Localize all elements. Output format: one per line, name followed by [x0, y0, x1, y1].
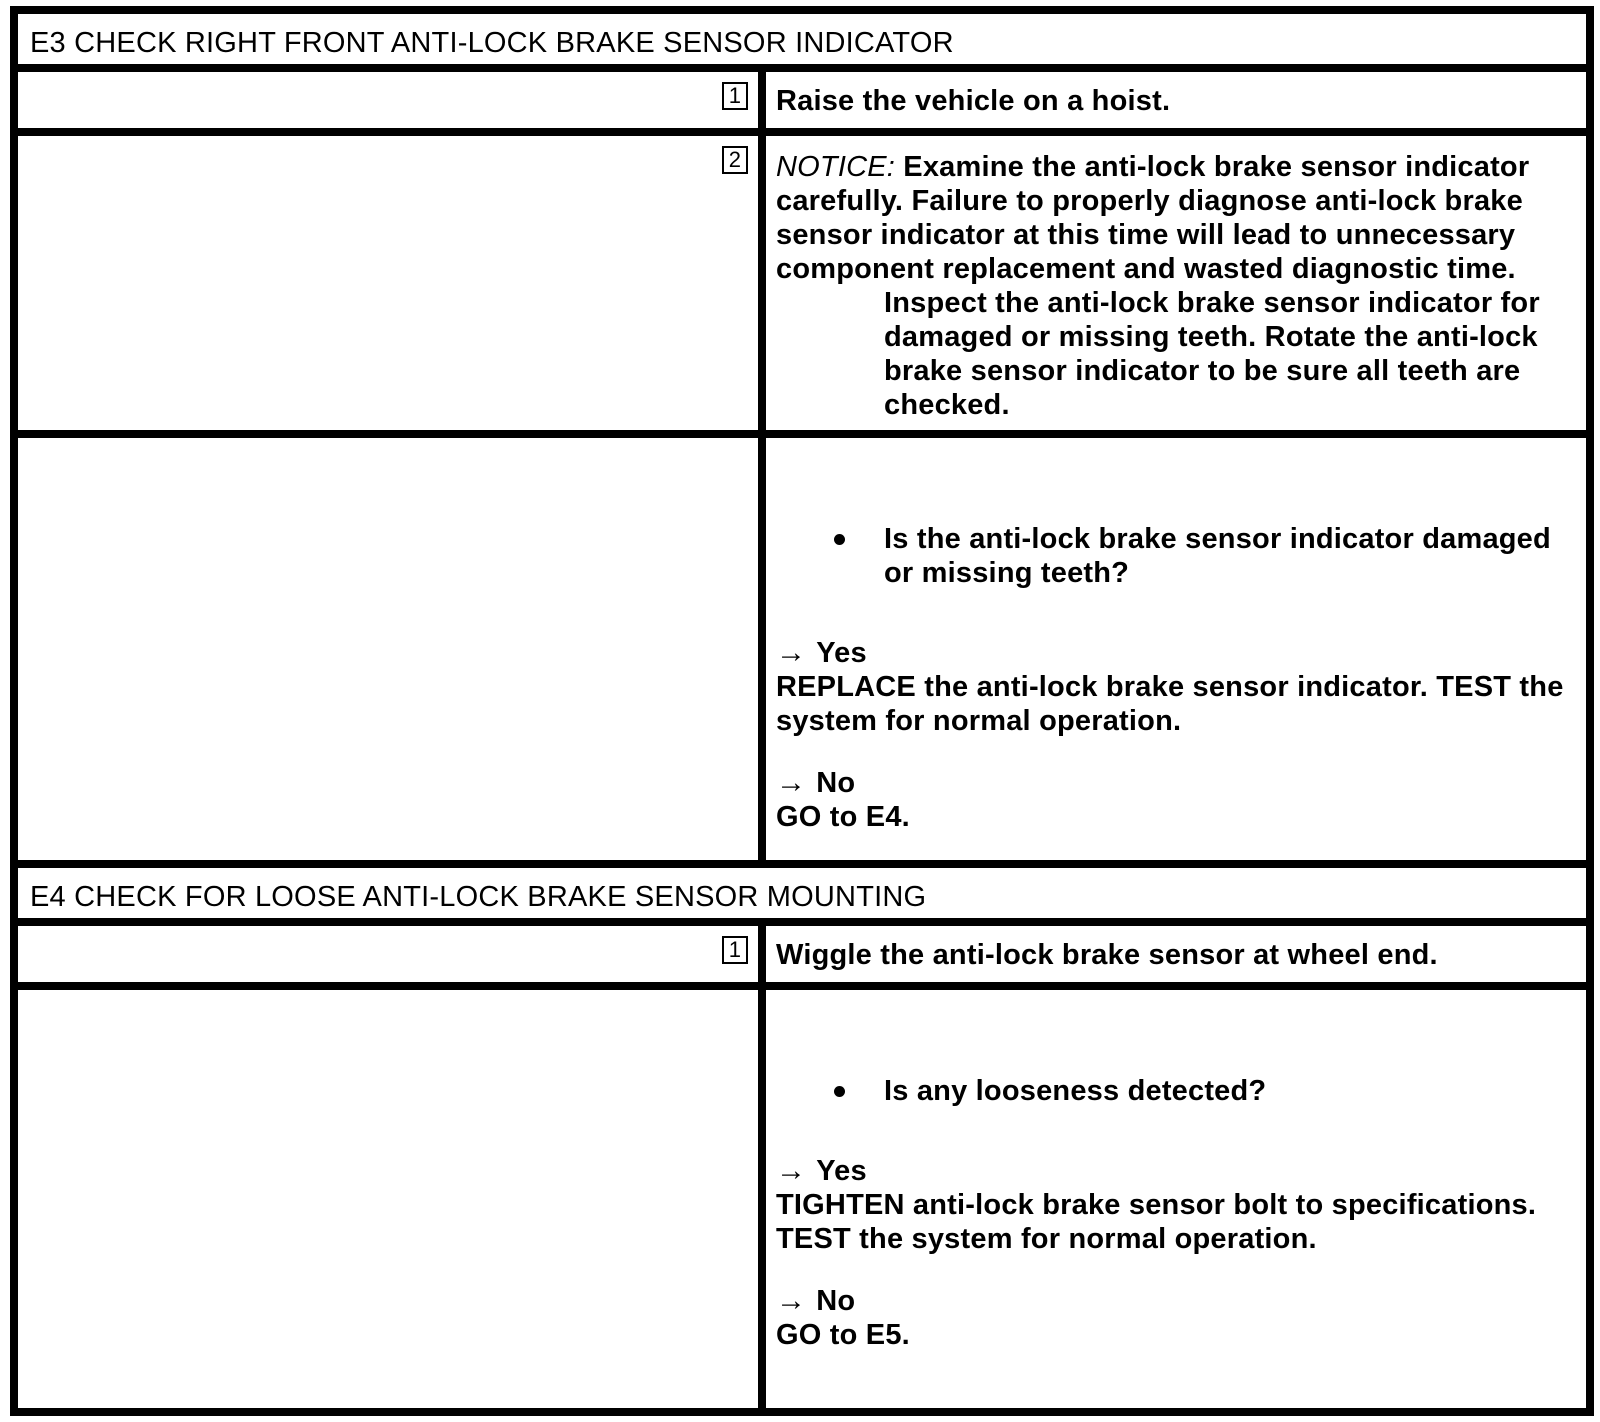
notice-text: Examine the anti-lock brake sensor indicator carefully. Failure to properly diagnose anti-lock brake sensor indicator at this time will lead to unnecessary component replacement and wasted diagnostic time.: [776, 151, 1530, 285]
e4-question-left-cell: [18, 990, 758, 1408]
inspection-instruction: Inspect the anti-lock brake sensor indicator for damaged or missing teeth. Rotate the anti-lock brake sensor indicator to be sure all teeth are checked.: [884, 287, 1540, 421]
e3-step2-content: [766, 136, 1586, 430]
question-item: [884, 522, 1576, 590]
e4-heading: E4 CHECK FOR LOOSE ANTI-LOCK BRAKE SENSOR MOUNTING: [18, 868, 1586, 918]
e3-heading: E3 CHECK RIGHT FRONT ANTI-LOCK BRAKE SENSOR INDICATOR: [18, 14, 1586, 64]
e3-step1-text: Raise the vehicle on a hoist.: [766, 72, 1586, 128]
yes-branch: [776, 1154, 1576, 1188]
yes-action: TIGHTEN anti-lock brake sensor bolt to specifications. TEST the system for normal operation.: [776, 1189, 1537, 1255]
no-branch: [776, 1284, 1576, 1318]
step-number-box: 2: [722, 146, 748, 174]
question-item: [884, 1074, 1576, 1108]
e4-step1-left-cell: [18, 926, 758, 982]
yes-label: Yes: [816, 637, 867, 669]
yes-label: Yes: [816, 1155, 867, 1187]
step-number-box: 1: [722, 82, 748, 110]
yes-branch: [776, 636, 1576, 670]
e3-step1-left-cell: [18, 72, 758, 128]
e4-question-content: [766, 990, 1586, 1408]
step-number-box: 1: [722, 936, 748, 964]
notice-label: NOTICE:: [776, 151, 896, 183]
e4-step1-text: Wiggle the anti-lock brake sensor at wheel end.: [766, 926, 1586, 982]
question-text: Is any looseness detected?: [884, 1075, 1267, 1107]
e3-question-left-cell: [18, 438, 758, 860]
no-action: GO to E4.: [776, 801, 910, 833]
notice-paragraph: [776, 150, 1576, 286]
arrow-right-icon: →: [776, 636, 807, 669]
procedure-table: [10, 6, 1594, 1416]
e3-step2-left-cell: [18, 136, 758, 430]
yes-action: REPLACE the anti-lock brake sensor indicator. TEST the system for normal operation.: [776, 671, 1564, 737]
no-label: No: [816, 767, 856, 799]
bullet-icon: [834, 534, 845, 545]
arrow-right-icon: →: [776, 1154, 807, 1187]
arrow-right-icon: →: [776, 766, 807, 799]
arrow-right-icon: →: [776, 1284, 807, 1317]
question-text: Is the anti-lock brake sensor indicator damaged or missing teeth?: [884, 523, 1551, 589]
e3-question-content: [766, 438, 1586, 860]
bullet-icon: [834, 1086, 845, 1097]
no-label: No: [816, 1285, 856, 1317]
no-branch: [776, 766, 1576, 800]
no-action: GO to E5.: [776, 1319, 910, 1351]
